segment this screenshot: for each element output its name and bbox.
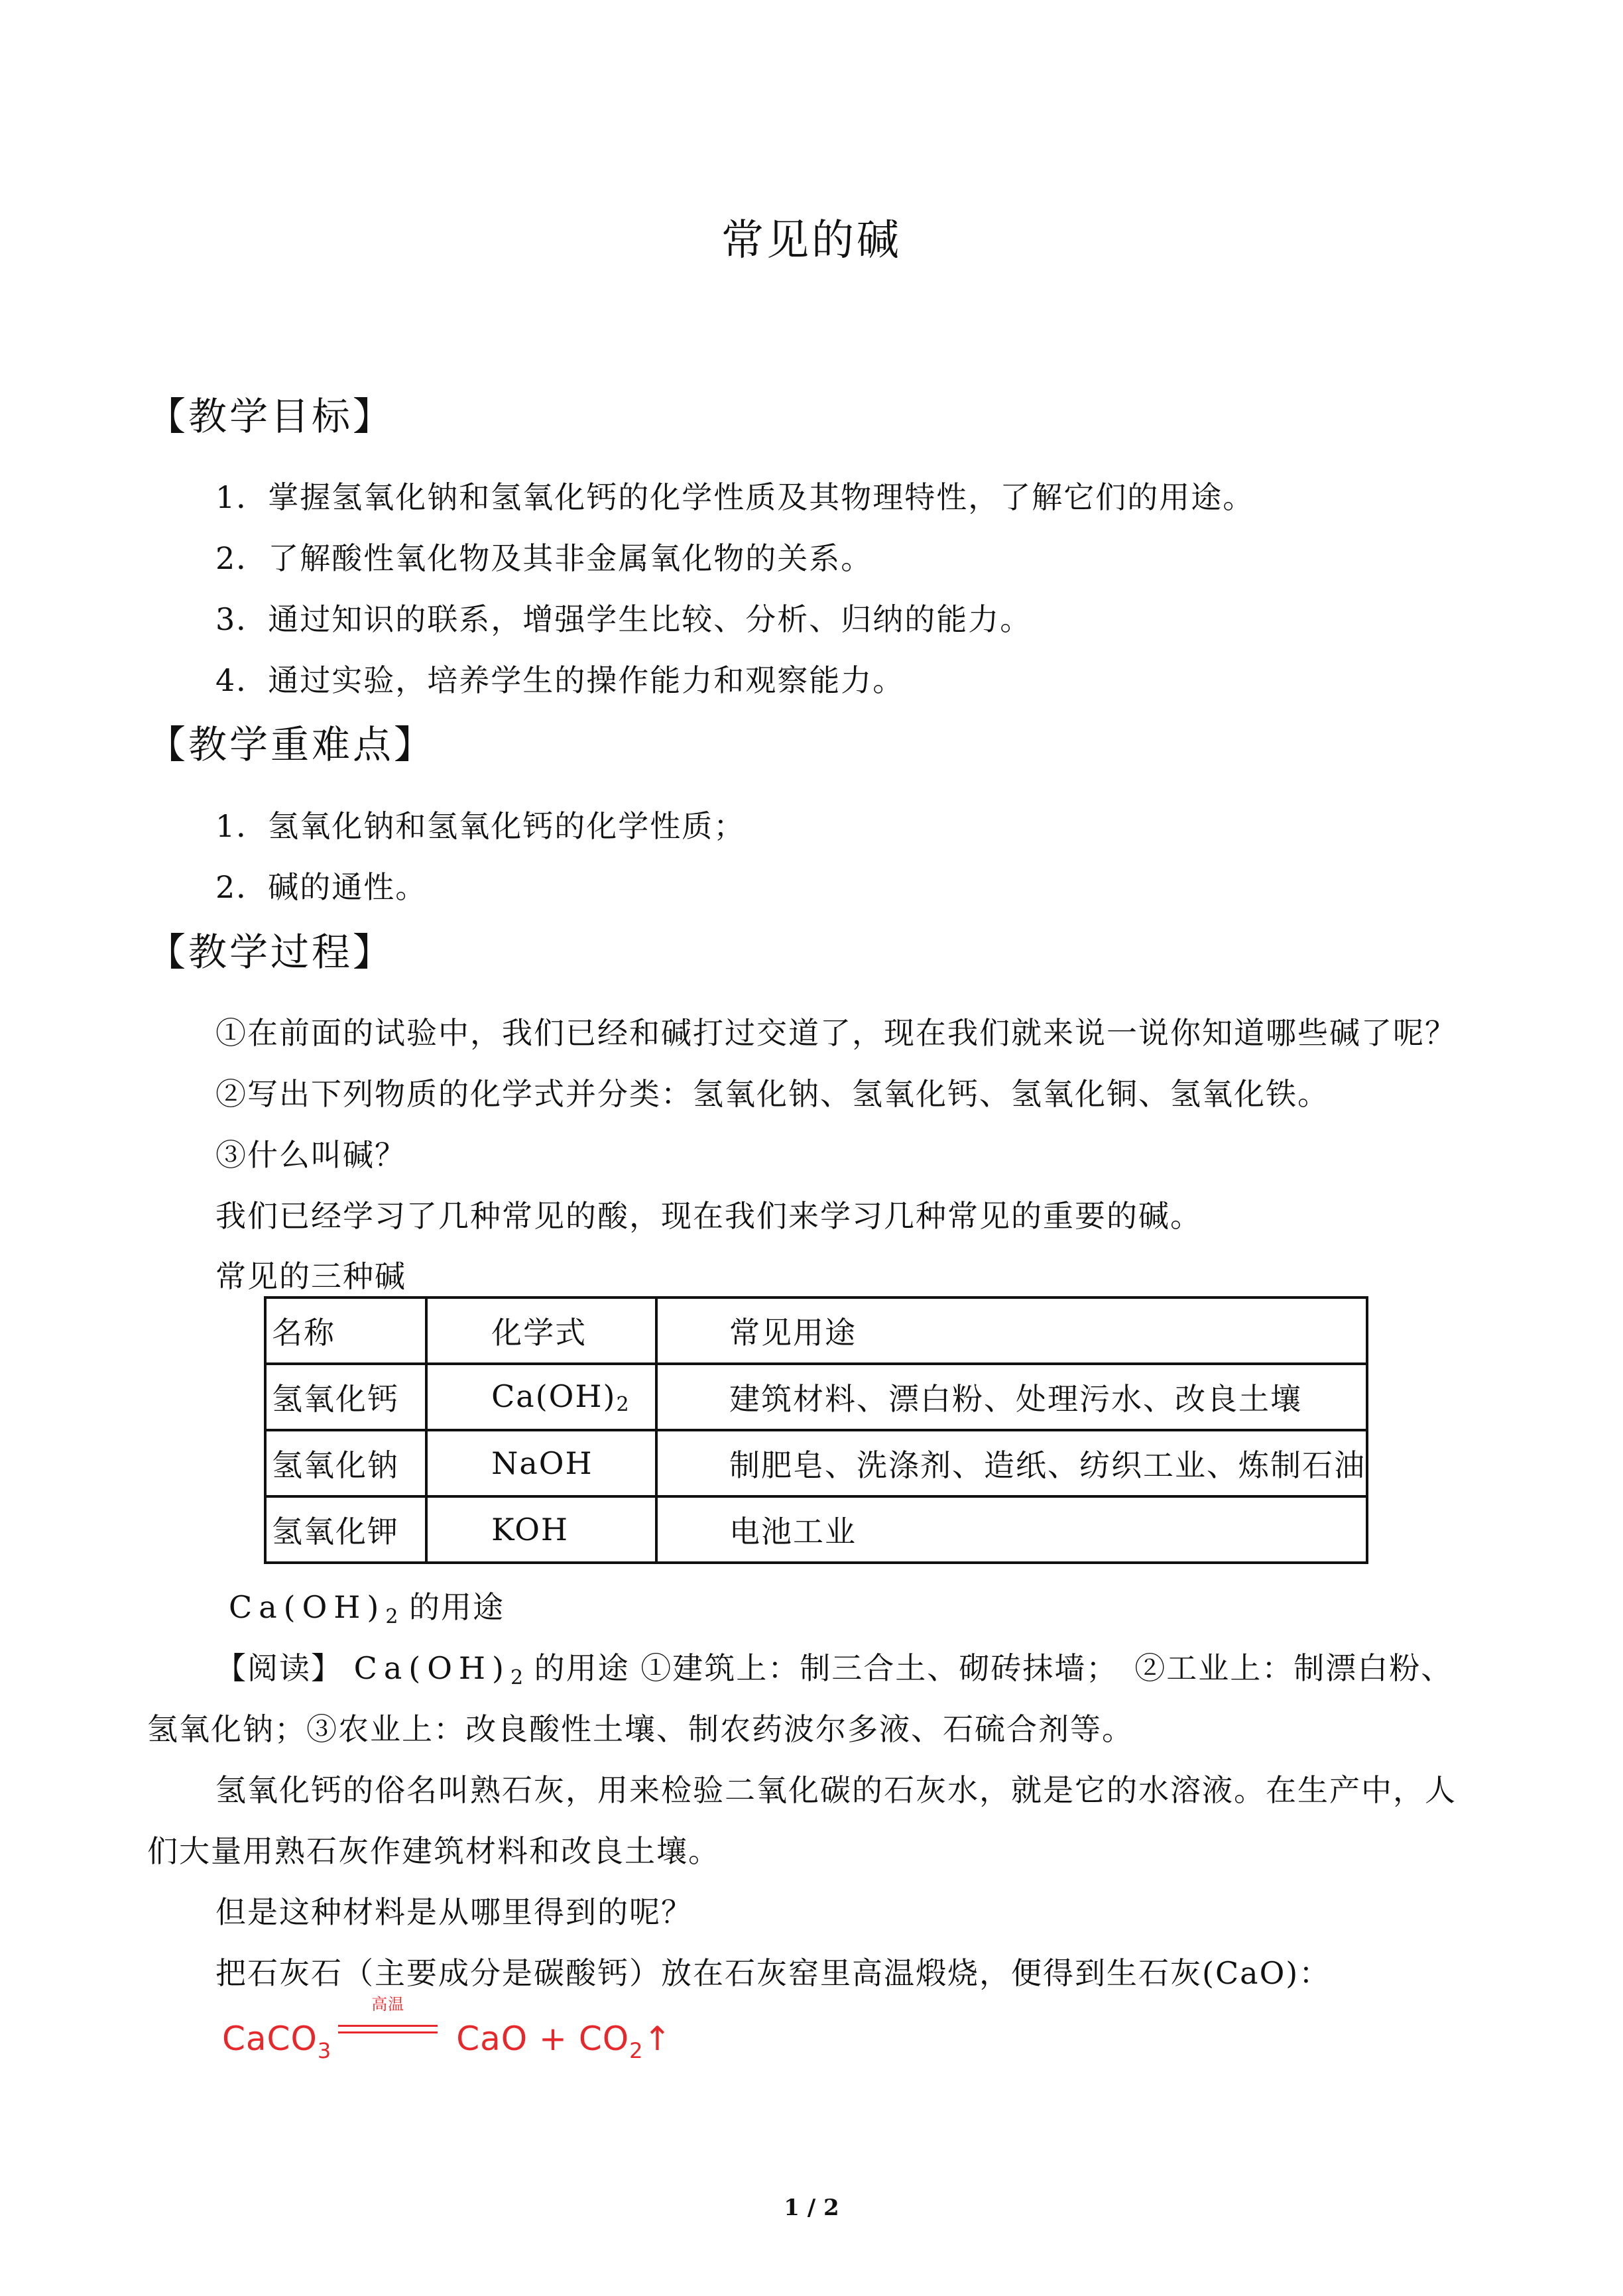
table-row (265, 1430, 1367, 1496)
paragraph-line-2: 们大量用熟石灰作建筑材料和改良土壤。 (147, 1833, 720, 1869)
table-header-cell: 常见用途 (656, 1298, 1367, 1364)
reaction-arrow (338, 1995, 438, 2049)
table-caption: 常见的三种碱 (215, 1258, 406, 1294)
section-heading-process: 【教学过程】 (147, 930, 394, 975)
equation-product-2: CO (578, 2020, 630, 2058)
table-cell-use: 制肥皂、洗涤剂、造纸、纺织工业、炼制石油 (656, 1430, 1367, 1496)
equation-product-2-subscript: 2 (629, 2038, 644, 2063)
reading-formula-subscript: 2 (510, 1666, 524, 1689)
formula-text: NaOH (491, 1445, 593, 1481)
uses-formula: Ca(OH) (229, 1589, 386, 1625)
process-question-1: ①在前面的试验中，我们已经和碱打过交道了，现在我们就来说一说你知道哪些碱了呢？ (215, 1015, 1457, 1051)
chemical-equation (222, 1995, 672, 2077)
reaction-condition: 高温 (371, 1995, 405, 2014)
section-heading-goals: 【教学目标】 (147, 394, 394, 439)
keypoint-item-1: 1．氢氧化钠和氢氧化钙的化学性质； (215, 808, 746, 844)
reading-formula: Ca(OH) (353, 1650, 511, 1686)
page-number: 1 / 2 (784, 2195, 839, 2221)
section-heading-keypoints: 【教学重难点】 (147, 722, 436, 767)
lime-line: 把石灰石（主要成分是碳酸钙）放在石灰窑里高温煅烧，便得到生石灰(CaO)： (215, 1955, 1331, 1991)
table-row (265, 1496, 1367, 1563)
table-cell-formula (426, 1430, 656, 1496)
uses-heading (229, 1586, 505, 1638)
gas-arrow-icon: ↑ (643, 2020, 672, 2058)
table-header-cell: 化学式 (426, 1298, 656, 1364)
goal-item-4: 4．通过实验，培养学生的操作能力和观察能力。 (215, 662, 905, 698)
equation-product-1: CaO (456, 2020, 528, 2058)
process-intro: 我们已经学习了几种常见的酸，现在我们来学习几种常见的重要的碱。 (215, 1198, 1202, 1234)
table-cell-name: 氢氧化钾 (265, 1496, 426, 1563)
goal-item-3: 3．通过知识的联系，增强学生比较、分析、归纳的能力。 (215, 601, 1032, 637)
keypoint-item-2: 2．碱的通性。 (215, 869, 428, 905)
equation-reactant: CaCO (222, 2020, 318, 2058)
goal-item-2: 2．了解酸性氧化物及其非金属氧化物的关系。 (215, 540, 873, 576)
reading-text: 的用途 ①建筑上：制三合土、砌砖抹墙； ②工业上：制漂白粉、 (523, 1650, 1453, 1686)
table-cell-use: 建筑材料、漂白粉、处理污水、改良土壤 (656, 1364, 1367, 1430)
table-cell-formula (426, 1496, 656, 1563)
question-line: 但是这种材料是从哪里得到的呢？ (215, 1894, 693, 1930)
table-header-row (265, 1298, 1367, 1364)
reading-line-1 (215, 1647, 1453, 1699)
table-row (265, 1364, 1367, 1430)
reading-line-2: 氢氧化钠；③农业上：改良酸性土壤、制农药波尔多液、石硫合剂等。 (147, 1711, 1134, 1747)
page-title: 常见的碱 (721, 216, 902, 265)
table-cell-use: 电池工业 (656, 1496, 1367, 1563)
equation-reactant-subscript: 3 (317, 2038, 332, 2063)
goal-item-1: 1．掌握氢氧化钠和氢氧化钙的化学性质及其物理特性，了解它们的用途。 (215, 479, 1255, 515)
table-cell-formula (426, 1364, 656, 1430)
equals-bar-bottom (338, 2031, 438, 2033)
formula-text: Ca(OH) (491, 1378, 617, 1414)
formula-text: KOH (491, 1512, 570, 1547)
table-cell-name: 氢氧化钠 (265, 1430, 426, 1496)
table-cell-name: 氢氧化钙 (265, 1364, 426, 1430)
paragraph-line-1: 氢氧化钙的俗名叫熟石灰，用来检验二氧化碳的石灰水，就是它的水溶液。在生产中，人 (215, 1772, 1457, 1808)
reading-label: 【阅读】 (215, 1650, 343, 1686)
table-header-cell: 名称 (265, 1298, 426, 1364)
equation-plus: + (539, 2020, 568, 2058)
equals-bar-top (338, 2025, 438, 2027)
process-question-2: ②写出下列物质的化学式并分类：氢氧化钠、氢氧化钙、氢氧化铜、氢氧化铁。 (215, 1076, 1329, 1112)
uses-formula-subscript: 2 (385, 1605, 398, 1628)
process-question-3: ③什么叫碱？ (215, 1137, 406, 1173)
bases-table (264, 1296, 1368, 1564)
uses-heading-suffix: 的用途 (398, 1589, 505, 1625)
formula-subscript: 2 (616, 1392, 631, 1416)
